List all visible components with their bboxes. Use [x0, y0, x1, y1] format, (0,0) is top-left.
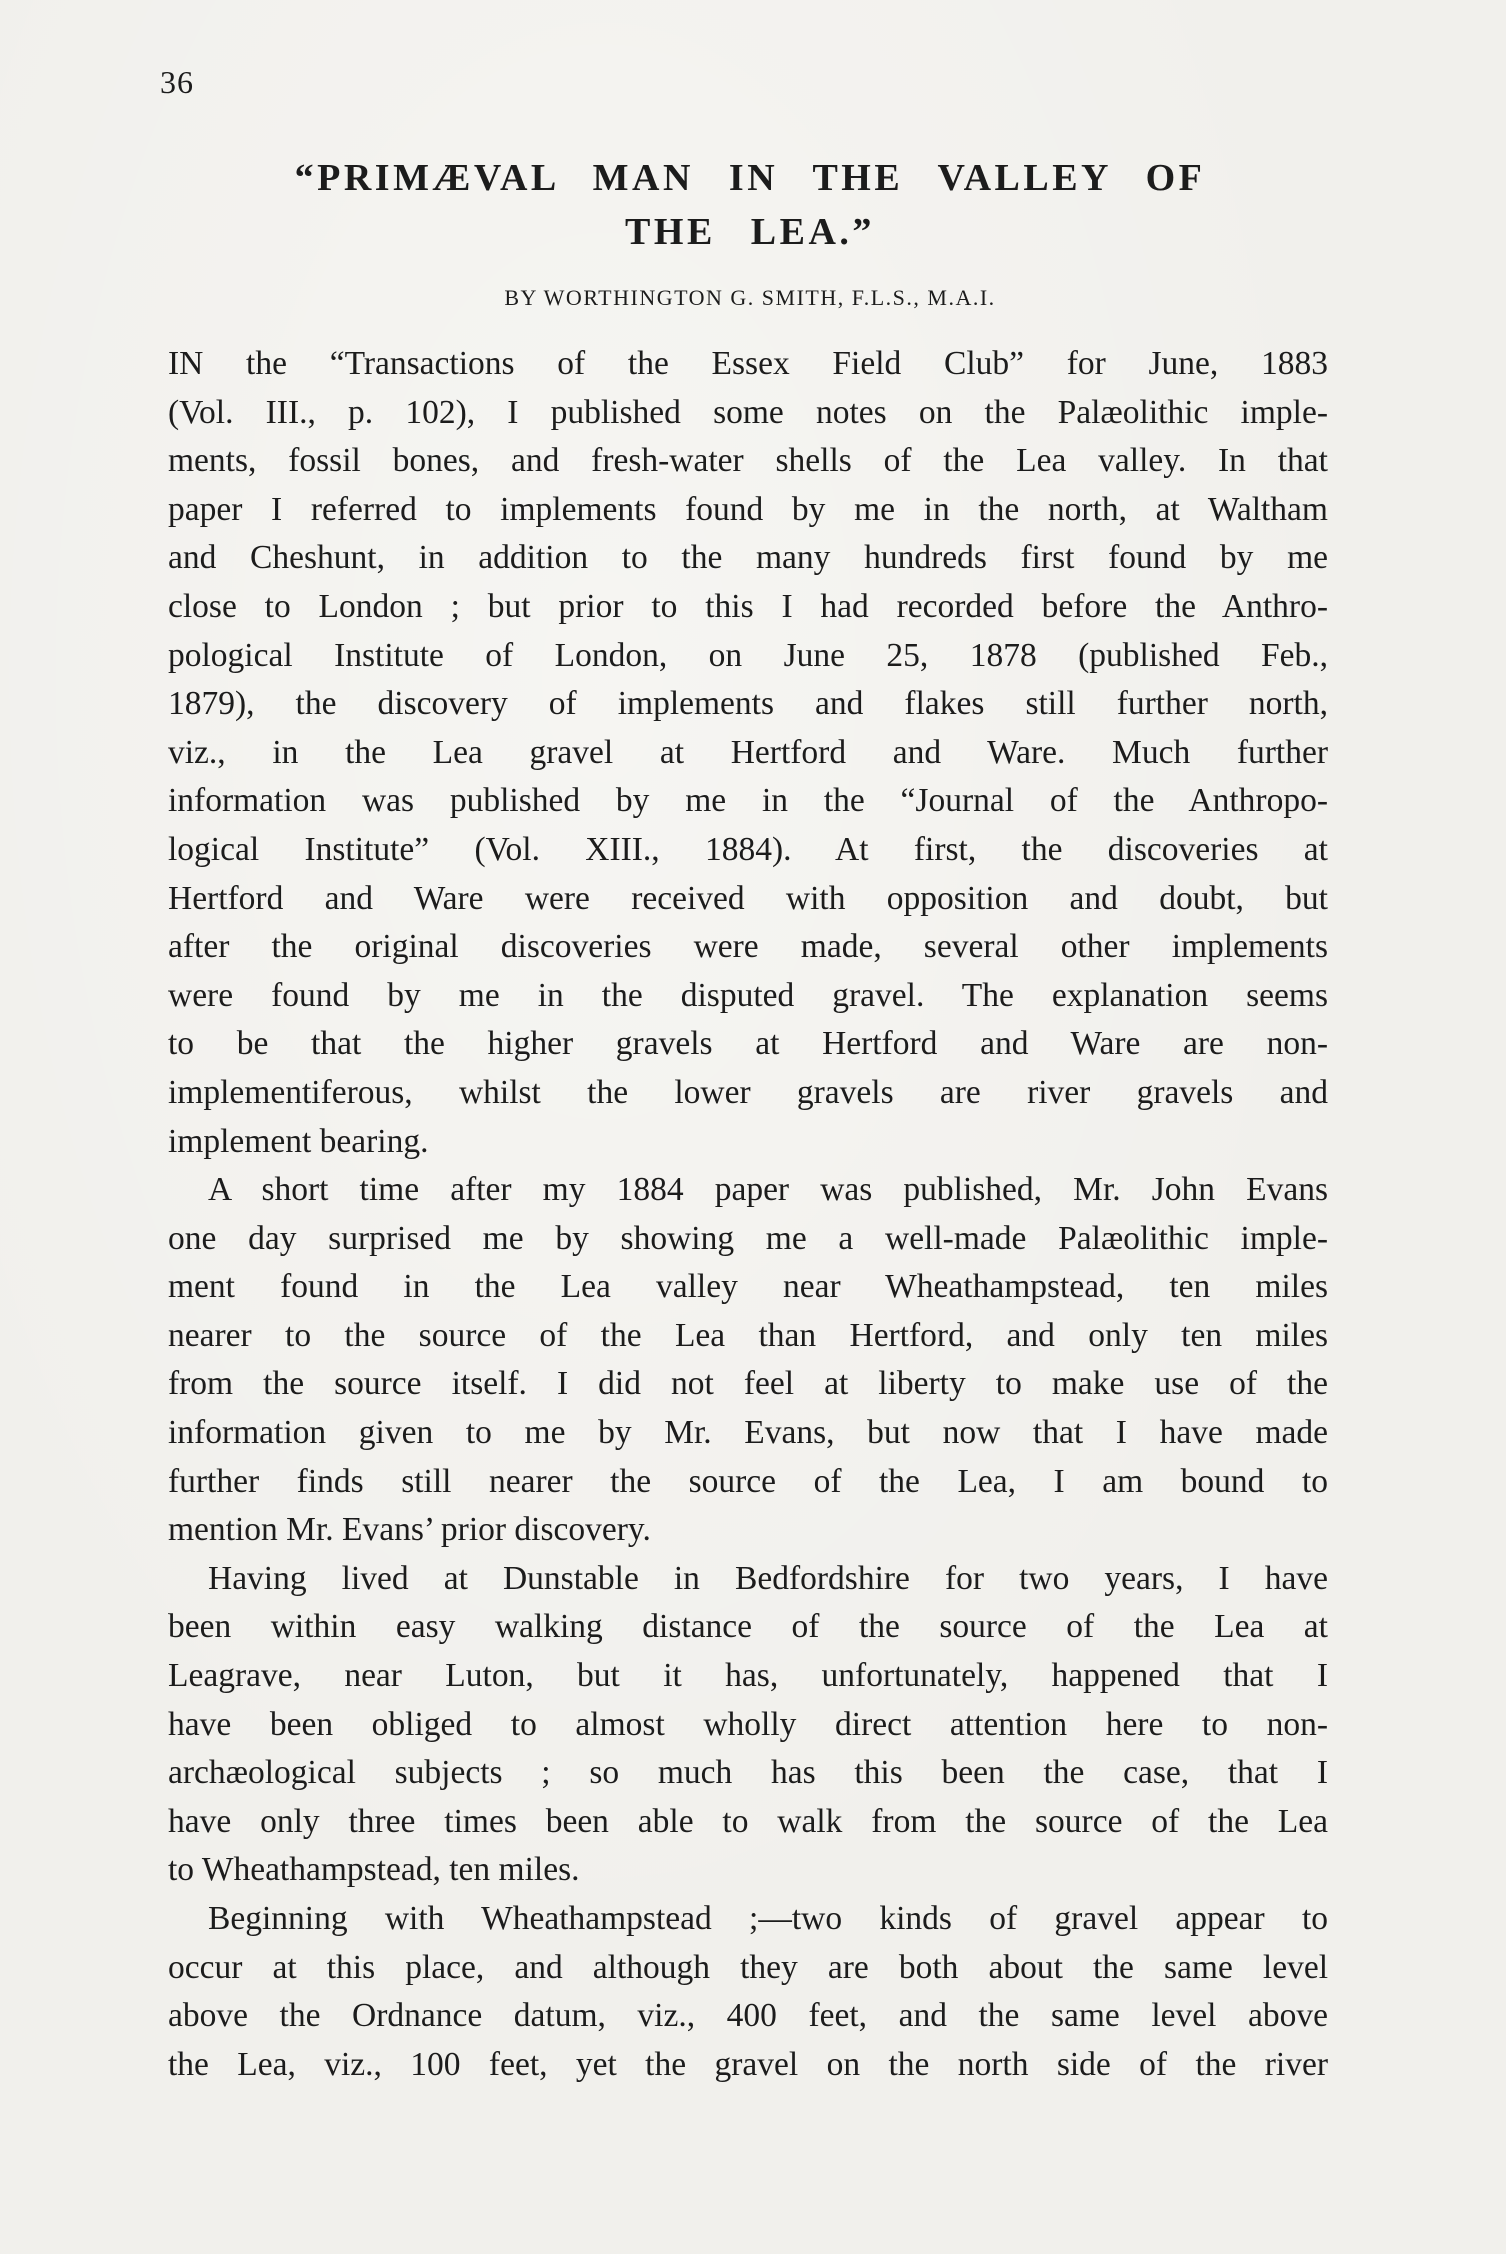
paragraph-line: occur at this place, and although they are both about the same level	[168, 1948, 1328, 1986]
paragraph-line: A short time after my 1884 paper was published, Mr. John Evans	[208, 1171, 1328, 1209]
paragraph-line: Hertford and Ware were received with opposition and doubt, but	[168, 879, 1328, 917]
paragraph-line: close to London ; but prior to this I had recorded before the Anthro-	[168, 587, 1328, 625]
paragraph-line: Beginning with Wheathampstead ;—two kinds of gravel appear to	[208, 1900, 1328, 1937]
paragraph-line: paper I referred to implements found by me in the north, at Waltham	[168, 490, 1328, 528]
paragraph-line: ment found in the Lea valley near Wheathampstead, ten miles	[168, 1268, 1328, 1306]
paragraph-line: from the source itself. I did not feel at liberty to make use of the	[168, 1365, 1328, 1403]
paragraph-line: IN the “Transactions of the Essex Field Club” for June, 1883	[168, 345, 1328, 382]
paragraph-line: archæological subjects ; so much has this been the case, that I	[168, 1754, 1328, 1792]
paragraph-line: Leagrave, near Luton, but it has, unfortunately, happened that I	[168, 1657, 1328, 1695]
paragraph-line: (Vol. III., p. 102), I published some notes on the Palæolithic imple-	[168, 393, 1328, 431]
paragraph-line: to Wheathampstead, ten miles.	[168, 1851, 580, 1889]
paragraph-line: Having lived at Dunstable in Bedfordshire for two years, I have	[208, 1559, 1328, 1597]
paragraph-line: have only three times been able to walk from the source of the Lea	[168, 1802, 1328, 1840]
article-title-line-2: THE LEA.”	[625, 211, 875, 253]
paragraph-line: ments, fossil bones, and fresh-water shells of the Lea valley. In that	[168, 442, 1328, 480]
paragraph-line: implement bearing.	[168, 1122, 429, 1160]
paragraph-line: been within easy walking distance of the source of the Lea at	[168, 1608, 1328, 1646]
paragraph-line: information was published by me in the “Journal of the Anthropo-	[168, 782, 1328, 820]
page-number: 36	[160, 64, 194, 100]
paragraph-line: after the original discoveries were made, several other implements	[168, 928, 1328, 966]
article-body	[168, 340, 1328, 2089]
paragraph-line: were found by me in the disputed gravel. The explanation seems	[168, 976, 1328, 1014]
author-byline: BY WORTHINGTON G. SMITH, F.L.S., M.A.I.	[504, 285, 996, 310]
article-title-line-1: “PRIMÆVAL MAN IN THE VALLEY OF	[294, 157, 1206, 199]
paragraph-line: 1879), the discovery of implements and flakes still further north,	[168, 685, 1328, 723]
paragraph-line: implementiferous, whilst the lower gravels are river gravels and	[168, 1073, 1328, 1111]
paragraph-line: viz., in the Lea gravel at Hertford and Ware. Much further	[168, 733, 1328, 771]
paragraph-line: logical Institute” (Vol. XIII., 1884). At first, the discoveries at	[168, 830, 1328, 868]
paragraph-line: have been obliged to almost wholly direct attention here to non-	[168, 1705, 1328, 1743]
paragraph-line: one day surprised me by showing me a well-made Palæolithic imple-	[168, 1219, 1328, 1257]
paragraph-line: information given to me by Mr. Evans, but now that I have made	[168, 1414, 1328, 1452]
paragraph-line: pological Institute of London, on June 25, 1878 (published Feb.,	[168, 636, 1328, 674]
paragraph-line: above the Ordnance datum, viz., 400 feet, and the same level above	[168, 1997, 1328, 2035]
paragraph-line: the Lea, viz., 100 feet, yet the gravel on the north side of the river	[168, 2045, 1328, 2083]
paragraph-line: and Cheshunt, in addition to the many hundreds first found by me	[168, 539, 1328, 577]
paragraph-line: to be that the higher gravels at Hertford and Ware are non-	[168, 1025, 1328, 1063]
paragraph-line: mention Mr. Evans’ prior discovery.	[168, 1511, 651, 1549]
paragraph-line: nearer to the source of the Lea than Hertford, and only ten miles	[168, 1316, 1328, 1354]
paragraph-line: further finds still nearer the source of the Lea, I am bound to	[168, 1462, 1328, 1500]
